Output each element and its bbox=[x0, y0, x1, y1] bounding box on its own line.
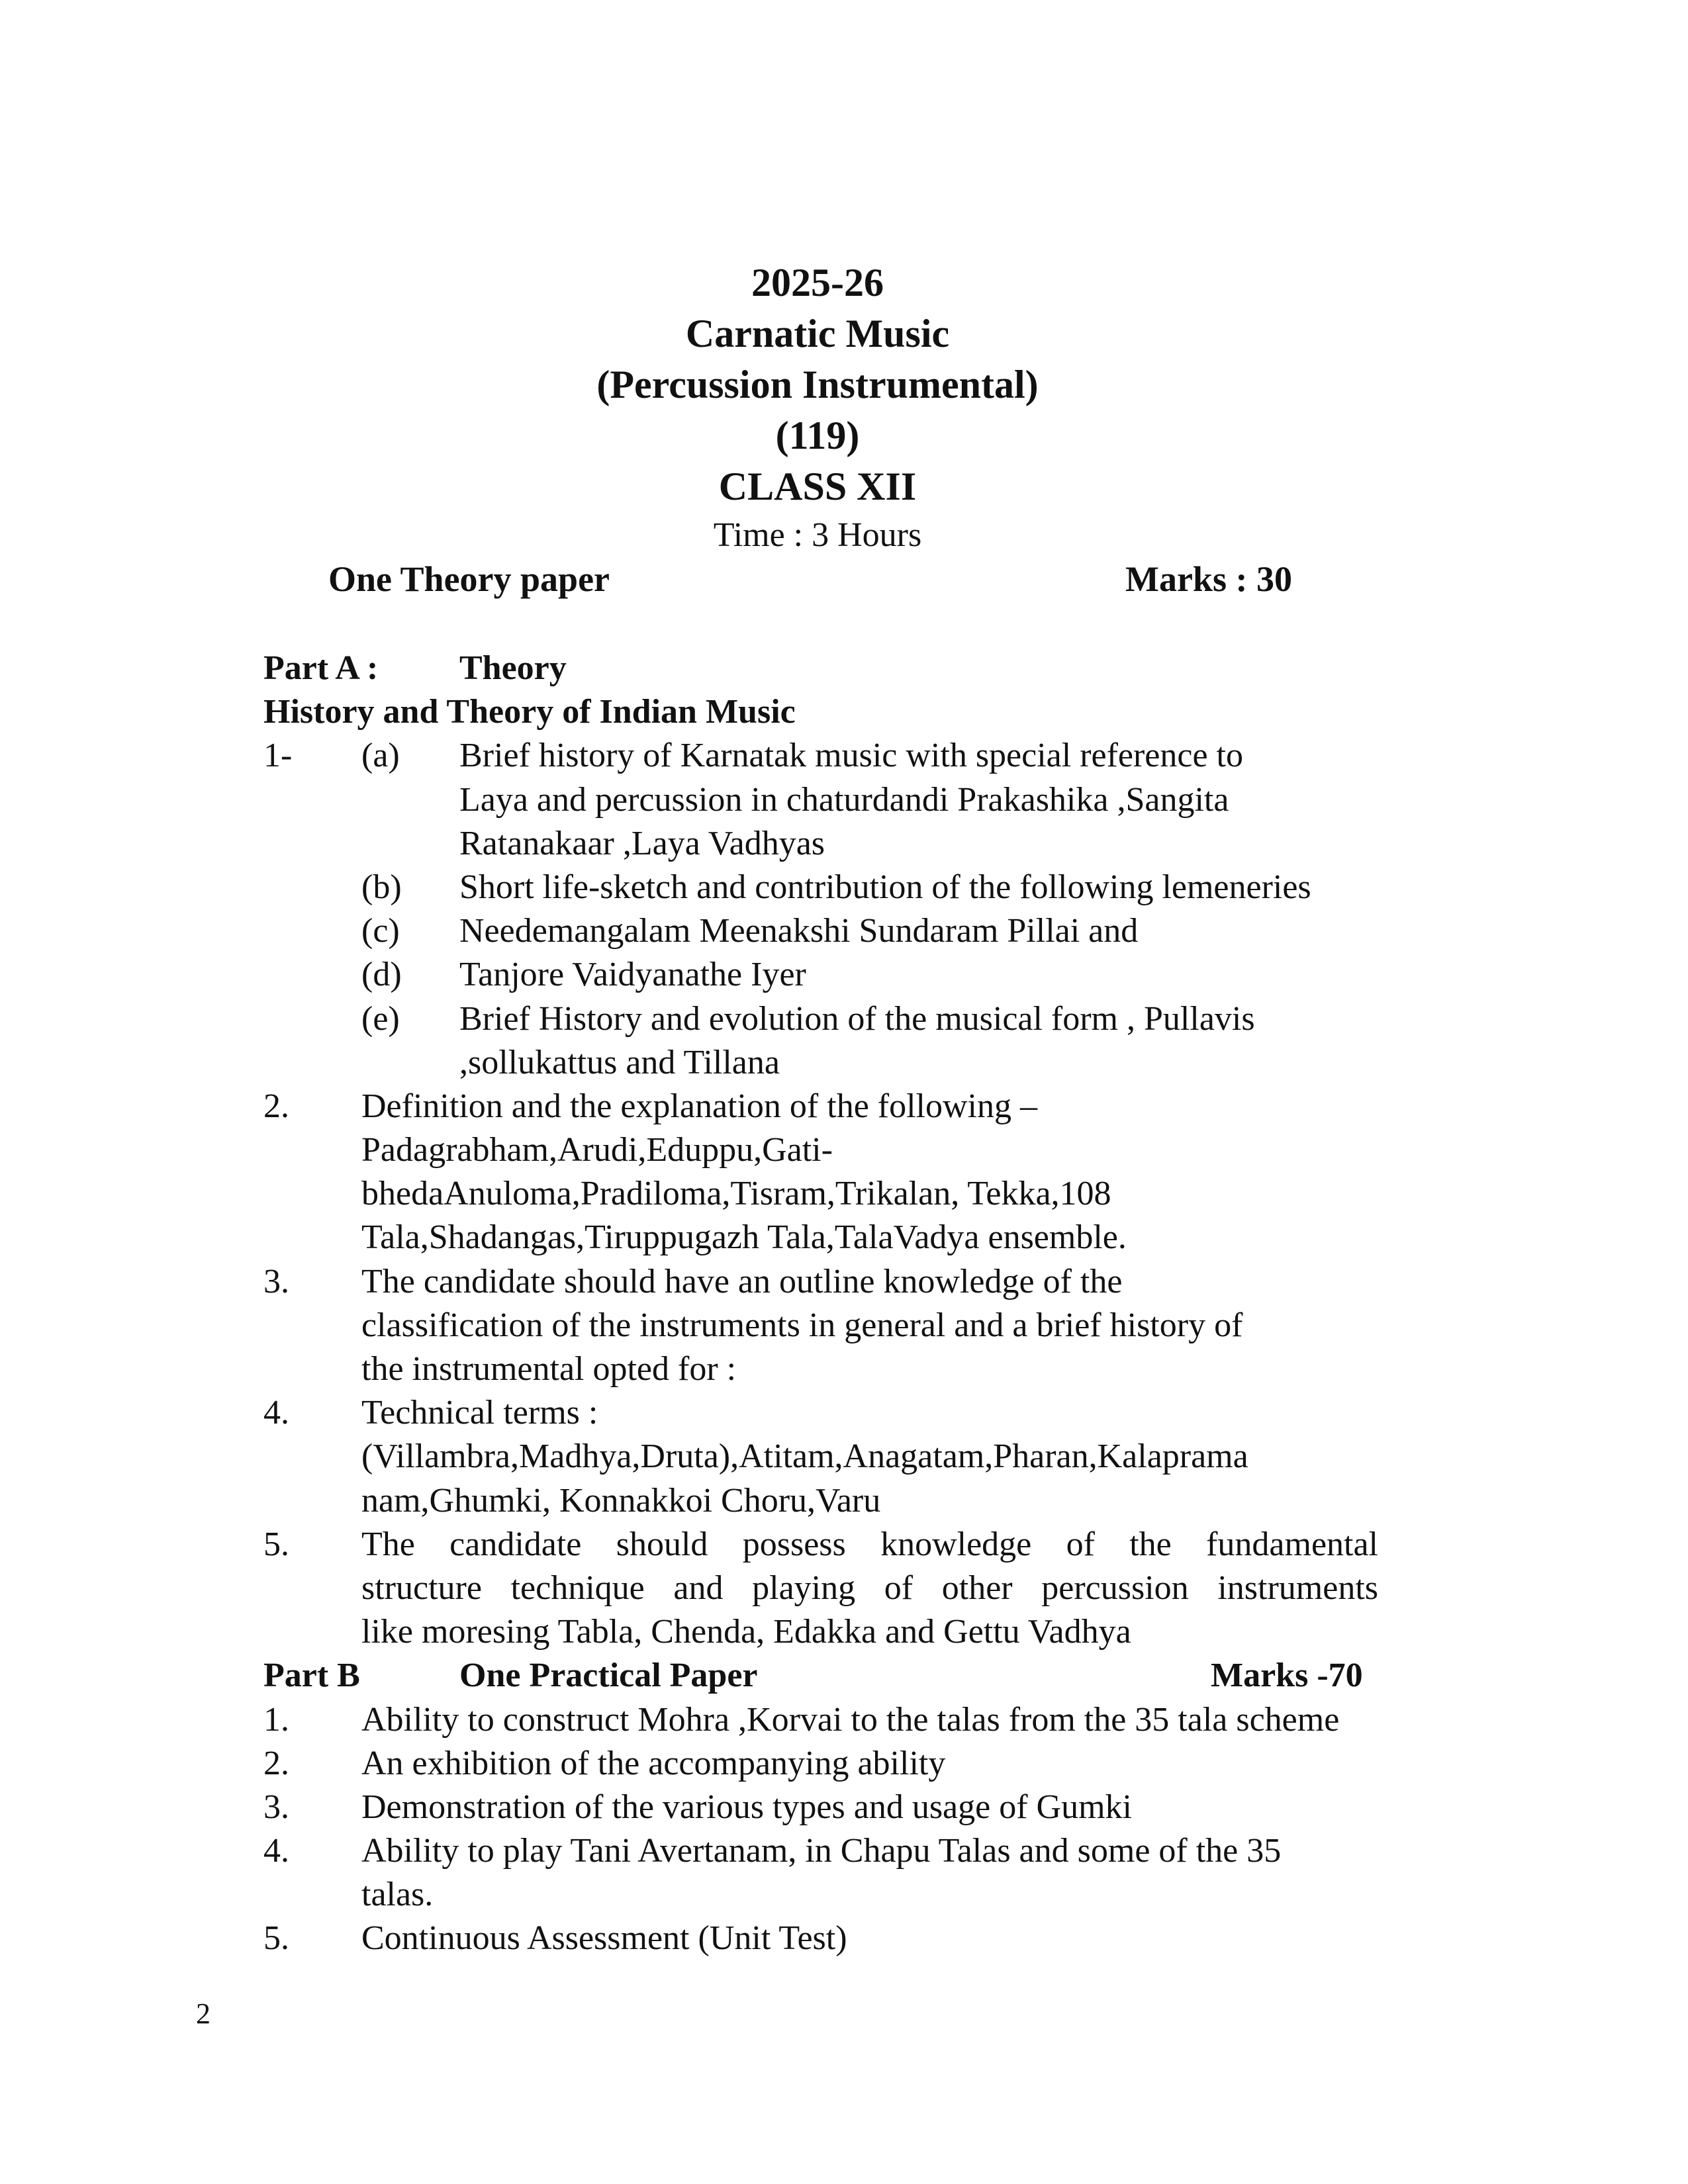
paper-label: One Theory paper bbox=[328, 559, 610, 599]
item-text: the instrumental opted for : bbox=[361, 1350, 737, 1388]
item-text: structure technique and playing of other percussion instruments bbox=[361, 1569, 1378, 1607]
item-number: 1. bbox=[263, 1700, 289, 1739]
marks-label: Marks : 30 bbox=[1125, 559, 1292, 599]
item-text: Definition and the explanation of the following – bbox=[361, 1087, 1037, 1125]
item-text: Technical terms : bbox=[361, 1394, 598, 1432]
sub-label: (c) bbox=[361, 912, 400, 950]
subject-subtitle: (Percussion Instrumental) bbox=[596, 363, 1039, 406]
part-a-label: Part A : bbox=[263, 649, 379, 687]
sub-label: (d) bbox=[361, 956, 402, 994]
item-text: like moresing Tabla, Chenda, Edakka and Gettu Vadhya bbox=[361, 1613, 1131, 1651]
item-number: 5. bbox=[263, 1919, 289, 1958]
item-text: Continuous Assessment (Unit Test) bbox=[361, 1919, 847, 1958]
item-text: Tanjore Vaidyanathe Iyer bbox=[459, 956, 806, 994]
item-text: Laya and percussion in chaturdandi Prakashika ,Sangita bbox=[459, 780, 1229, 819]
page-number: 2 bbox=[196, 1997, 211, 2030]
item-number: 1- bbox=[263, 737, 293, 775]
item-number: 3. bbox=[263, 1788, 289, 1826]
item-text: ,sollukattus and Tillana bbox=[459, 1043, 780, 1081]
item-text: classification of the instruments in general and a brief history of bbox=[361, 1306, 1243, 1344]
part-b-heading bbox=[263, 1654, 1455, 1698]
sub-label: (a) bbox=[361, 737, 400, 775]
item-text: nam,Ghumki, Konnakkoi Choru,Varu bbox=[361, 1481, 881, 1520]
part-a-heading bbox=[263, 647, 1455, 690]
syllabus-body bbox=[263, 647, 1455, 1961]
item-text: Padagrabham,Arudi,Eduppu,Gati- bbox=[361, 1131, 833, 1169]
item-text: Ability to construct Mohra ,Korvai to the talas from the 35 tala scheme bbox=[361, 1700, 1340, 1739]
year: 2025-26 bbox=[751, 261, 884, 304]
item-text: Short life-sketch and contribution of the following lemeneries bbox=[459, 868, 1311, 906]
item-number: 4. bbox=[263, 1394, 289, 1432]
item-text: Needemangalam Meenakshi Sundaram Pillai and bbox=[459, 912, 1139, 950]
class-label: CLASS XII bbox=[718, 465, 917, 508]
item-number: 2. bbox=[263, 1744, 289, 1782]
part-b-title: One Practical Paper bbox=[459, 1657, 758, 1695]
item-text: Demonstration of the various types and usage of Gumki bbox=[361, 1788, 1132, 1826]
part-a-title: Theory bbox=[459, 649, 567, 687]
item-number: 5. bbox=[263, 1525, 289, 1563]
item-text: talas. bbox=[361, 1876, 434, 1914]
subject-code: (119) bbox=[775, 414, 860, 457]
item-text: An exhibition of the accompanying ability bbox=[361, 1744, 946, 1782]
item-number: 4. bbox=[263, 1832, 289, 1870]
item-text: Brief history of Karnatak music with special reference to bbox=[459, 737, 1243, 775]
item-text: bhedaAnuloma,Pradiloma,Tisram,Trikalan, Tekka,108 bbox=[361, 1175, 1111, 1213]
sub-label: (e) bbox=[361, 999, 400, 1038]
item-text: Ability to play Tani Avertanam, in Chapu Talas and some of the 35 bbox=[361, 1832, 1282, 1870]
part-b-label: Part B bbox=[263, 1657, 360, 1695]
item-text: Brief History and evolution of the musical form , Pullavis bbox=[459, 999, 1255, 1038]
subject-title: Carnatic Music bbox=[685, 312, 950, 355]
sub-label: (b) bbox=[361, 868, 402, 906]
item-number: 3. bbox=[263, 1262, 289, 1300]
item-text: The candidate should have an outline knowledge of the bbox=[361, 1262, 1123, 1300]
section-heading: History and Theory of Indian Music bbox=[263, 693, 796, 731]
item-text: The candidate should possess knowledge of the fundamental bbox=[361, 1525, 1378, 1563]
item-text: Tala,Shadangas,Tiruppugazh Tala,TalaVadya ensemble. bbox=[361, 1218, 1127, 1257]
item-number: 2. bbox=[263, 1087, 289, 1125]
time-label: Time : 3 Hours bbox=[713, 516, 922, 554]
part-b-marks: Marks -70 bbox=[1211, 1657, 1363, 1695]
item-text: Ratanakaar ,Laya Vadhyas bbox=[459, 824, 825, 862]
item-text: (Villambra,Madhya,Druta),Atitam,Anagatam,Pharan,Kalaprama bbox=[361, 1437, 1248, 1476]
